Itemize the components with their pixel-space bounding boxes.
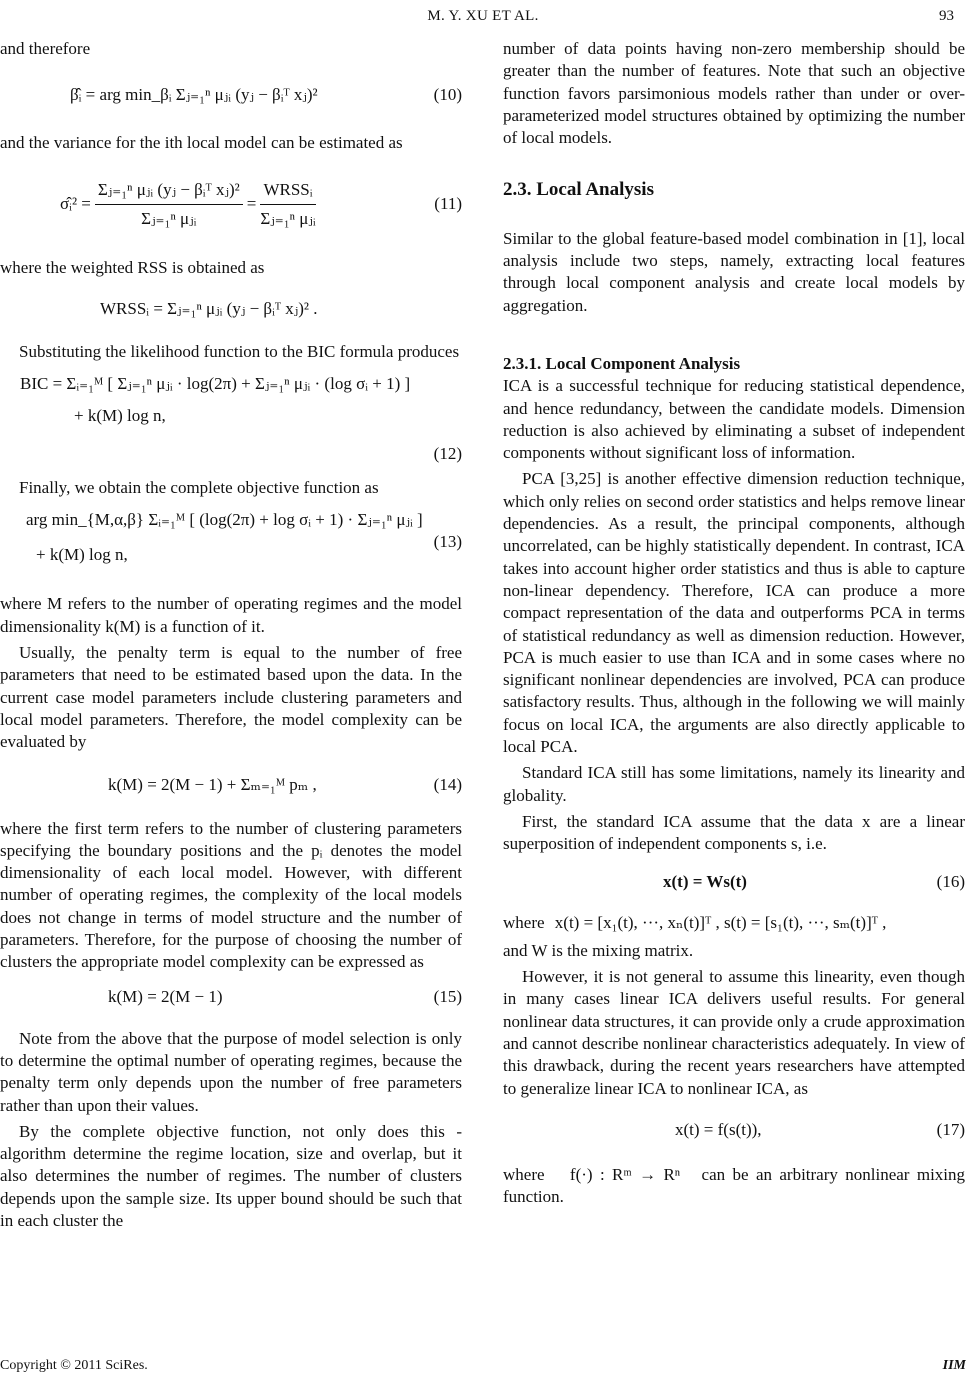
fraction: [95, 179, 243, 231]
paragraph: Standard ICA still has some limitations, namely its linearity and globality.: [503, 763, 965, 805]
running-title: M. Y. XU ET AL.: [427, 8, 539, 24]
equation-14: [0, 764, 462, 808]
denominator: Σⱼ₌₁ⁿ μⱼᵢ: [141, 209, 197, 229]
paragraph: Substituting the likelihood function to the BIC formula produces: [19, 341, 460, 361]
numerator: WRSSᵢ: [260, 179, 315, 205]
equation-number: (16): [936, 872, 965, 892]
equation-16: [503, 866, 965, 900]
inline-equation: f(·) : Rᵐ → Rⁿ: [569, 1164, 681, 1184]
equals-sign: =: [246, 194, 257, 214]
equation-number: (15): [433, 987, 462, 1007]
paragraph: Finally, we obtain the complete objective function as: [19, 478, 379, 498]
fraction: [260, 179, 315, 231]
equation-number: (17): [936, 1119, 965, 1139]
paragraph: Usually, the penalty term is equal to the number of free parameters that need to be estimated based upon the data. In the current case model parameters include clustering parameters and local model parameters. Therefore, the model complexity can be evaluated by: [0, 643, 462, 752]
subsection-heading: 2.3.1. Local Component Analysis: [503, 353, 741, 373]
left-column: [0, 38, 462, 1232]
denominator: Σⱼ₌₁ⁿ μⱼᵢ: [260, 209, 316, 229]
paragraph: However, it is not general to assume this linearity, even though in many cases linear ICA delivers useful results. For general nonlinear data structures, it can provide only a crude approximation and cannot describe nonlinear characteristics adequately. In view of this drawback, during the recent years researchers have attempted to generalize linear ICA to nonlinear ICA, as: [503, 967, 965, 1098]
equation-10: [0, 72, 462, 118]
paragraph: PCA [3,25] is another effective dimension reduction technique, which only relies on second order statistics and helps remove linear dependencies. As a result, the principal components, although uncorrelated, can be highly statistically dependent. In contrast, ICA takes into account higher order statistics and thus is able to capture non-linear dependency. Therefore, ICA can produce a more compact representation of the data and outperforms PCA in terms of statistical redundancy as well as dimension reduction. However, PCA is much easier to use than ICA and in some cases where no significant nonlinear dependencies are involved, PCA can produce satisfactory results. Thus, although in the following we will mainly focus on local ICA, the arguments are also directly applicable to local PCA.: [503, 469, 965, 757]
equation-11: [0, 165, 462, 245]
paragraph: and W is the mixing matrix.: [503, 940, 694, 960]
equation-body: x(t) = f(s(t)),: [675, 1119, 762, 1139]
equation-line: + k(M) log n,: [74, 406, 166, 426]
paragraph: where M refers to the number of operating regimes and the model dimensionality k(M) is a function of it.: [0, 594, 462, 636]
running-header: [0, 0, 966, 30]
paragraph: and therefore: [0, 39, 91, 58]
paragraph: [503, 1164, 965, 1209]
equation-13: [0, 509, 462, 581]
equation-line: arg min_{M,α,β} Σᵢ₌₁ᴹ [ (log(2π) + log σᵢ + 1) · Σⱼ₌₁ⁿ μⱼᵢ ]: [26, 510, 423, 530]
paragraph: ICA is a successful technique for reducing statistical dependence, and hence redundancy, between the candidate models. Dimension reduction is also achieved by eliminating a subset of independent components without significant loss of information.: [503, 376, 965, 463]
journal-name: IIM: [942, 1358, 966, 1373]
equation-body: k(M) = 2(M − 1): [108, 987, 223, 1007]
equation-number: (14): [433, 775, 462, 795]
copyright: Copyright © 2011 SciRes.: [0, 1358, 148, 1373]
paragraph: First, the standard ICA assume that the data x are a linear superposition of independent components s, i.e.: [503, 811, 965, 854]
page-number: 93: [939, 8, 954, 24]
paragraph: Note from the above that the purpose of model selection is only to determine the optimal number of operating regimes, because the penalty term only depends upon the number of free parameters rather than upon their values.: [0, 1028, 462, 1115]
paragraph: and the variance for the ith local model can be estimated as: [0, 133, 403, 153]
equation-number: (11): [434, 194, 462, 214]
equation-body: β̂ᵢ = arg min_βᵢ Σⱼ₌₁ⁿ μⱼᵢ (yⱼ − βᵢᵀ xⱼ)²: [70, 85, 318, 105]
equation-number: (10): [433, 85, 462, 105]
equation-number: (13): [433, 532, 462, 552]
text-where: where: [503, 1164, 545, 1184]
paragraph: Similar to the global feature-based model combination in [1], local analysis include two steps, namely, extracting local features through local component analysis and create local models by aggregation.: [503, 228, 965, 315]
paragraph: number of data points having non-zero membership should be greater than the number of features. Note that such an objective function favors parsimonious models rather than under or over-parameterized model structures obtained by optimizing the number of local models.: [503, 39, 965, 148]
equation-12: [0, 373, 462, 463]
paragraph: By the complete objective function, not only does this - algorithm determine the regime location, size and overlap, but it also determines the number of regimes. The number of clusters depends upon the sample size. Its upper bound should be such that in each cluster the: [0, 1121, 462, 1231]
equation-line: + k(M) log n,: [36, 544, 128, 564]
equation-15: [0, 982, 462, 1014]
equation-17: [503, 1110, 965, 1150]
paragraph: where the weighted RSS is obtained as: [0, 257, 265, 277]
equation-body: WRSSᵢ = Σⱼ₌₁ⁿ μⱼᵢ (yⱼ − βᵢᵀ xⱼ)² .: [100, 298, 318, 318]
text: can be an arbitrary nonlinear mixing function.: [503, 1164, 966, 1207]
right-column: [503, 38, 965, 1208]
equation-wrss: [0, 289, 462, 329]
equation-body: x(t) = Ws(t): [663, 872, 747, 892]
equation-line: BIC = Σᵢ₌₁ᴹ [ Σⱼ₌₁ⁿ μⱼᵢ · log(2π) + Σⱼ₌₁ⁿ μⱼᵢ · (log σᵢ + 1) ]: [20, 374, 411, 394]
numerator: Σⱼ₌₁ⁿ μⱼᵢ (yⱼ − βᵢᵀ xⱼ)²: [95, 179, 243, 205]
text-where: where: [503, 912, 545, 932]
paragraph: [503, 912, 965, 934]
equation-body: k(M) = 2(M − 1) + Σₘ₌₁ᴹ pₘ ,: [108, 775, 317, 795]
paragraph: where the first term refers to the number of clustering parameters specifying the boundary positions and the pᵢ denotes the model dimensionality of each local model. However, with different number of operating regimes, the complexity of the local models does not change in terms of model structure and the number of parameters. Therefore, for the purpose of choosing the number of clusters the appropriate model complexity can be expressed as: [0, 818, 462, 972]
section-heading: 2.3. Local Analysis: [503, 179, 654, 201]
equation-number: (12): [433, 444, 462, 464]
equation-lhs: σ̂ᵢ² =: [60, 194, 91, 214]
inline-equation: x(t) = [x₁(t), ···, xₙ(t)]ᵀ , s(t) = [s₁(t), ···, sₘ(t)]ᵀ ,: [554, 912, 887, 932]
